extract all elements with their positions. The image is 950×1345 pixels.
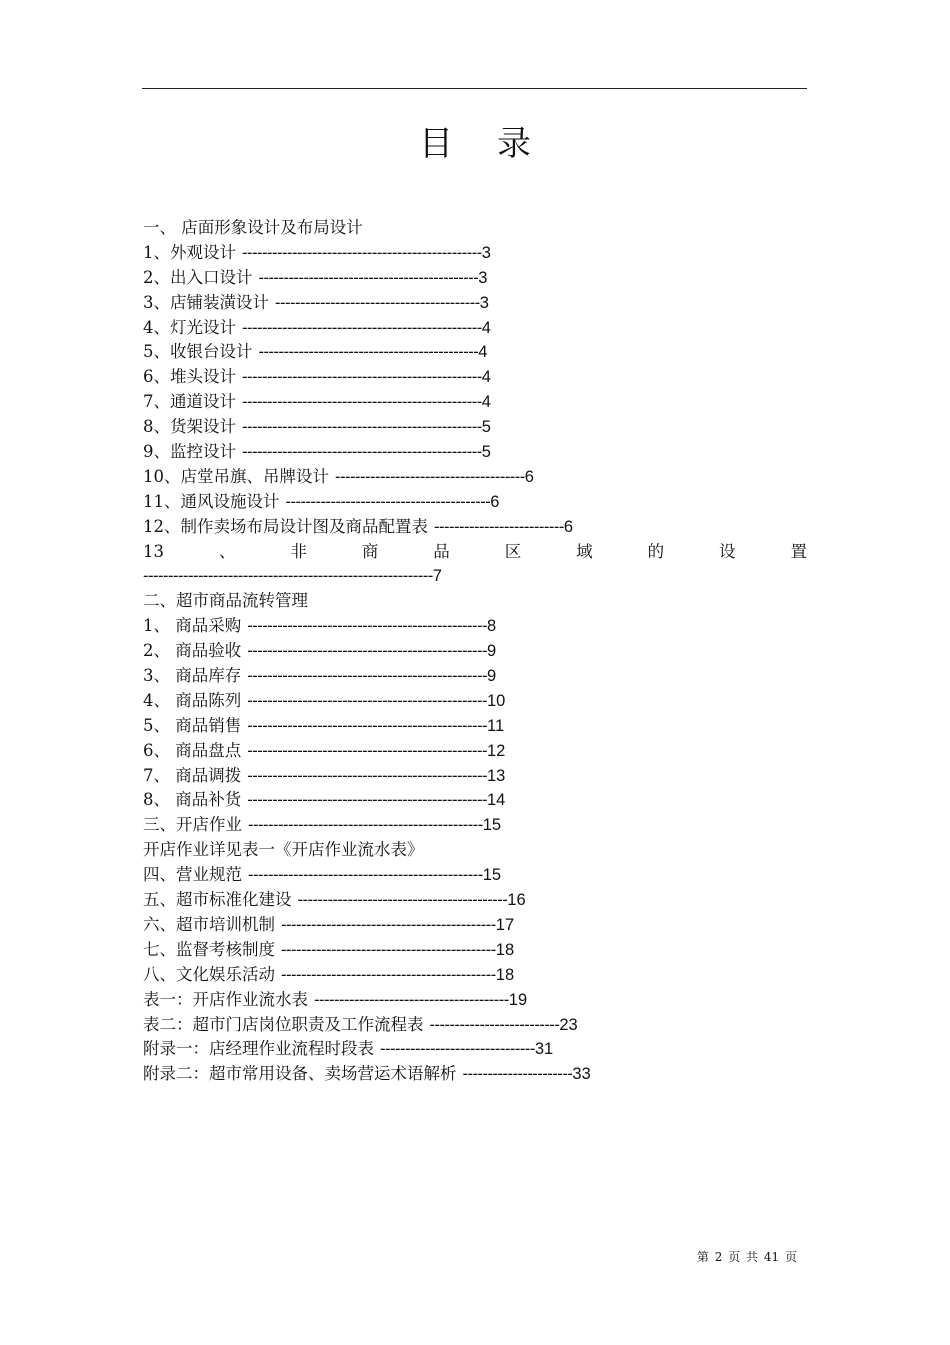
toc-entry-label: 1、外观设计 [143, 242, 236, 262]
toc-entry[interactable] [143, 515, 807, 540]
toc-page-number: 7 [432, 567, 442, 586]
toc-page-number: 3 [481, 243, 491, 262]
toc-page-number: 6 [563, 517, 574, 536]
toc-entry[interactable] [143, 365, 807, 390]
toc-entry-label: 10、店堂吊旗、吊牌设计 [143, 466, 329, 486]
footer-prefix: 第 [696, 1250, 709, 1264]
toc-entry-13-part: 区 [504, 541, 522, 561]
toc-entry[interactable] [143, 316, 807, 341]
toc-leader: ------------------------------------------------ [247, 667, 487, 686]
toc-entry[interactable] [143, 390, 807, 415]
toc-entry[interactable] [143, 714, 807, 739]
toc-entry[interactable] [143, 913, 807, 938]
toc-page-number: 33 [572, 1065, 591, 1084]
toc-leader: ------------------------------------------ [297, 891, 508, 910]
page-footer [697, 1248, 797, 1265]
page-title [0, 120, 950, 168]
toc-entry-label: 6、 商品盘点 [143, 740, 242, 760]
toc-entry[interactable] [143, 938, 807, 963]
toc-page-number: 15 [482, 866, 502, 885]
toc-entry-label: 3、店铺装潢设计 [143, 292, 269, 312]
toc-entry-label: 7、通道设计 [143, 392, 236, 412]
toc-leader: ------------------------------------------------ [247, 691, 487, 710]
title-char-2: 录 [497, 124, 531, 164]
toc-entry-label: 4、 商品陈列 [143, 690, 242, 710]
toc-leader: ----------------------------------------------- [248, 866, 483, 885]
toc-entry[interactable] [143, 241, 807, 266]
toc-entry-13-part: 的 [647, 541, 665, 561]
toc-entry-label: 12、制作卖场布局设计图及商品配置表 [143, 516, 428, 536]
toc-entry-label: 五、超市标准化建设 [143, 890, 292, 910]
toc-entry-label: 11、通风设施设计 [143, 491, 280, 511]
toc-page-number: 17 [495, 915, 515, 934]
toc-entry-label: 开店作业详见表一《开店作业流水表》 [143, 840, 424, 860]
toc-page-number: 5 [481, 418, 491, 437]
toc-entry[interactable] [143, 639, 807, 664]
toc-leader: ------------------------------------------------ [247, 766, 487, 785]
toc-page-number: 12 [487, 741, 506, 760]
toc-page-number: 16 [507, 891, 526, 910]
toc-entry[interactable] [143, 664, 807, 689]
toc-entry-label: 2、 商品验收 [143, 641, 242, 661]
toc-entry[interactable] [143, 1013, 807, 1038]
toc-entry-label: 1、 商品采购 [143, 616, 242, 636]
toc-leader: -------------------------------------------- [258, 343, 479, 362]
toc-page-number: 6 [524, 467, 534, 486]
toc-leader: ------------------------------------------------ [247, 617, 487, 636]
toc-entry-label: 8、 商品补货 [143, 790, 242, 810]
toc-leader: ------------------------------------------- [281, 940, 496, 959]
toc-entry[interactable] [143, 589, 807, 614]
toc-page-number: 4 [478, 343, 488, 362]
toc-entry-label: 二、超市商品流转管理 [143, 591, 308, 611]
toc-entry[interactable] [143, 1062, 807, 1087]
toc-leader: ------------------------------------------------ [242, 318, 482, 337]
toc-entry[interactable] [143, 988, 807, 1013]
toc-page-number: 11 [487, 716, 505, 735]
toc-entry[interactable] [143, 863, 807, 888]
toc-entry-13-part: 、 [218, 541, 236, 561]
toc-entry[interactable] [143, 465, 807, 490]
toc-entry-label: 七、监督考核制度 [143, 939, 275, 959]
footer-mid1: 页 [728, 1250, 741, 1264]
toc-entry-label: 6、堆头设计 [143, 367, 236, 387]
toc-entry[interactable] [143, 440, 807, 465]
toc-entry-13-label[interactable] [143, 540, 807, 565]
toc-entry-13-part: 13 [143, 541, 164, 561]
toc-leader: ------------------------------------------------ [242, 443, 482, 462]
toc-page-number: 4 [481, 318, 491, 337]
toc-leader: ------------------------------------------------ [247, 716, 487, 735]
toc-entry[interactable] [143, 614, 807, 639]
toc-entry[interactable] [143, 788, 807, 813]
toc-leader: -------------------------- [434, 517, 564, 536]
toc-leader: ------------------------------------------------ [242, 418, 482, 437]
toc-leader: ----------------------------------------- [285, 492, 491, 511]
toc-entry-label: 5、 商品销售 [143, 715, 242, 735]
toc-leader: -------------------------------------------- [258, 268, 479, 287]
toc-leader: ------------------------------------------------ [247, 741, 487, 760]
toc-entry[interactable] [143, 764, 807, 789]
toc-leader: ------------------------------------------------ [242, 393, 482, 412]
title-char-1: 目 [419, 124, 453, 164]
toc-entry[interactable] [143, 291, 807, 316]
toc-page-number: 9 [487, 642, 497, 661]
toc-page-number: 4 [481, 368, 491, 387]
toc-entry-label: 附录一：店经理作业流程时段表 [143, 1039, 374, 1059]
toc-page-number: 8 [487, 617, 497, 636]
toc-page-number: 6 [490, 492, 500, 511]
toc-entry-label: 2、出入口设计 [143, 267, 253, 287]
toc-entry-label: 六、超市培训机制 [143, 914, 275, 934]
toc-entry-label: 5、收银台设计 [143, 342, 253, 362]
toc-leader: ------------------------------------------------ [247, 642, 487, 661]
toc-entry[interactable] [143, 838, 807, 863]
toc-entry-label: 4、灯光设计 [143, 317, 236, 337]
toc-leader: ---------------------------------------------------------- [143, 567, 433, 586]
toc-page-number: 13 [487, 766, 506, 785]
toc-leader: -------------------------- [429, 1015, 560, 1034]
toc-leader: ------------------------------------------------ [247, 791, 487, 810]
toc-entry[interactable] [143, 266, 807, 291]
footer-mid2: 共 [746, 1250, 759, 1264]
toc-page-number: 3 [478, 268, 488, 287]
toc-entry-label: 9、监控设计 [143, 442, 236, 462]
toc-leader: ------------------------------------------- [281, 915, 496, 934]
toc-entry[interactable] [143, 415, 807, 440]
footer-suffix: 页 [784, 1250, 797, 1264]
toc-page-number: 15 [482, 816, 502, 835]
toc-entry[interactable] [143, 888, 807, 913]
toc-leader: --------------------------------------- [314, 990, 509, 1009]
toc-entry-13-part: 商 [361, 541, 379, 561]
toc-page-number: 5 [481, 443, 491, 462]
toc-entry-label: 三、开店作业 [143, 815, 242, 835]
footer-total-pages: 41 [763, 1250, 780, 1264]
toc-page-number: 31 [534, 1040, 554, 1059]
toc-leader: ------------------------------------------- [281, 965, 496, 984]
toc-entry[interactable] [143, 216, 807, 241]
header-rule [142, 88, 807, 89]
table-of-contents [143, 216, 807, 1087]
toc-leader: ------------------------------------------------ [242, 368, 482, 387]
toc-page-number: 19 [508, 990, 528, 1009]
toc-page-number: 9 [487, 667, 497, 686]
toc-leader: ----------------------------------------- [275, 293, 480, 312]
toc-leader: -------------------------------------- [335, 467, 525, 486]
toc-entry-label: 8、货架设计 [143, 417, 236, 437]
toc-page-number: 14 [487, 791, 506, 810]
toc-page-number: 23 [559, 1015, 578, 1034]
toc-page-number: 18 [495, 940, 515, 959]
toc-page-number: 4 [481, 393, 491, 412]
toc-entry-label: 一、 店面形象设计及布局设计 [143, 218, 363, 237]
toc-entry[interactable] [143, 689, 807, 714]
toc-entry-label: 附录二：超市常用设备、卖场营运术语解析 [143, 1064, 457, 1084]
toc-entry-label: 表二：超市门店岗位职责及工作流程表 [143, 1014, 424, 1034]
toc-entry[interactable] [143, 340, 807, 365]
toc-entry[interactable] [143, 490, 807, 515]
toc-entry-13-part: 域 [576, 541, 593, 561]
toc-entry[interactable] [143, 739, 807, 764]
toc-entry-label: 表一：开店作业流水表 [143, 989, 308, 1009]
toc-entry-label: 3、 商品库存 [143, 666, 242, 686]
toc-entry-label: 四、营业规范 [143, 865, 242, 885]
footer-current-page: 2 [714, 1250, 723, 1264]
toc-entry[interactable] [143, 813, 807, 838]
toc-entry-13-part: 非 [290, 541, 307, 561]
toc-entry[interactable] [143, 963, 807, 988]
toc-leader: ------------------------------------------------ [242, 243, 482, 262]
toc-entry-13-part: 设 [719, 541, 736, 561]
toc-page-number: 3 [479, 293, 489, 312]
toc-leader: ----------------------------------------------- [248, 816, 483, 835]
toc-leader: ------------------------------- [380, 1040, 535, 1059]
toc-entry-13-part: 置 [790, 541, 807, 561]
toc-entry-13-part: 品 [433, 541, 450, 561]
toc-entry[interactable] [143, 1037, 807, 1062]
toc-entry-label: 八、文化娱乐活动 [143, 964, 275, 984]
toc-leader: ---------------------- [462, 1065, 573, 1084]
toc-entry-13-leader-line [143, 564, 807, 589]
toc-entry-label: 7、 商品调拨 [143, 765, 242, 785]
toc-page-number: 18 [495, 965, 515, 984]
toc-page-number: 10 [487, 691, 506, 710]
